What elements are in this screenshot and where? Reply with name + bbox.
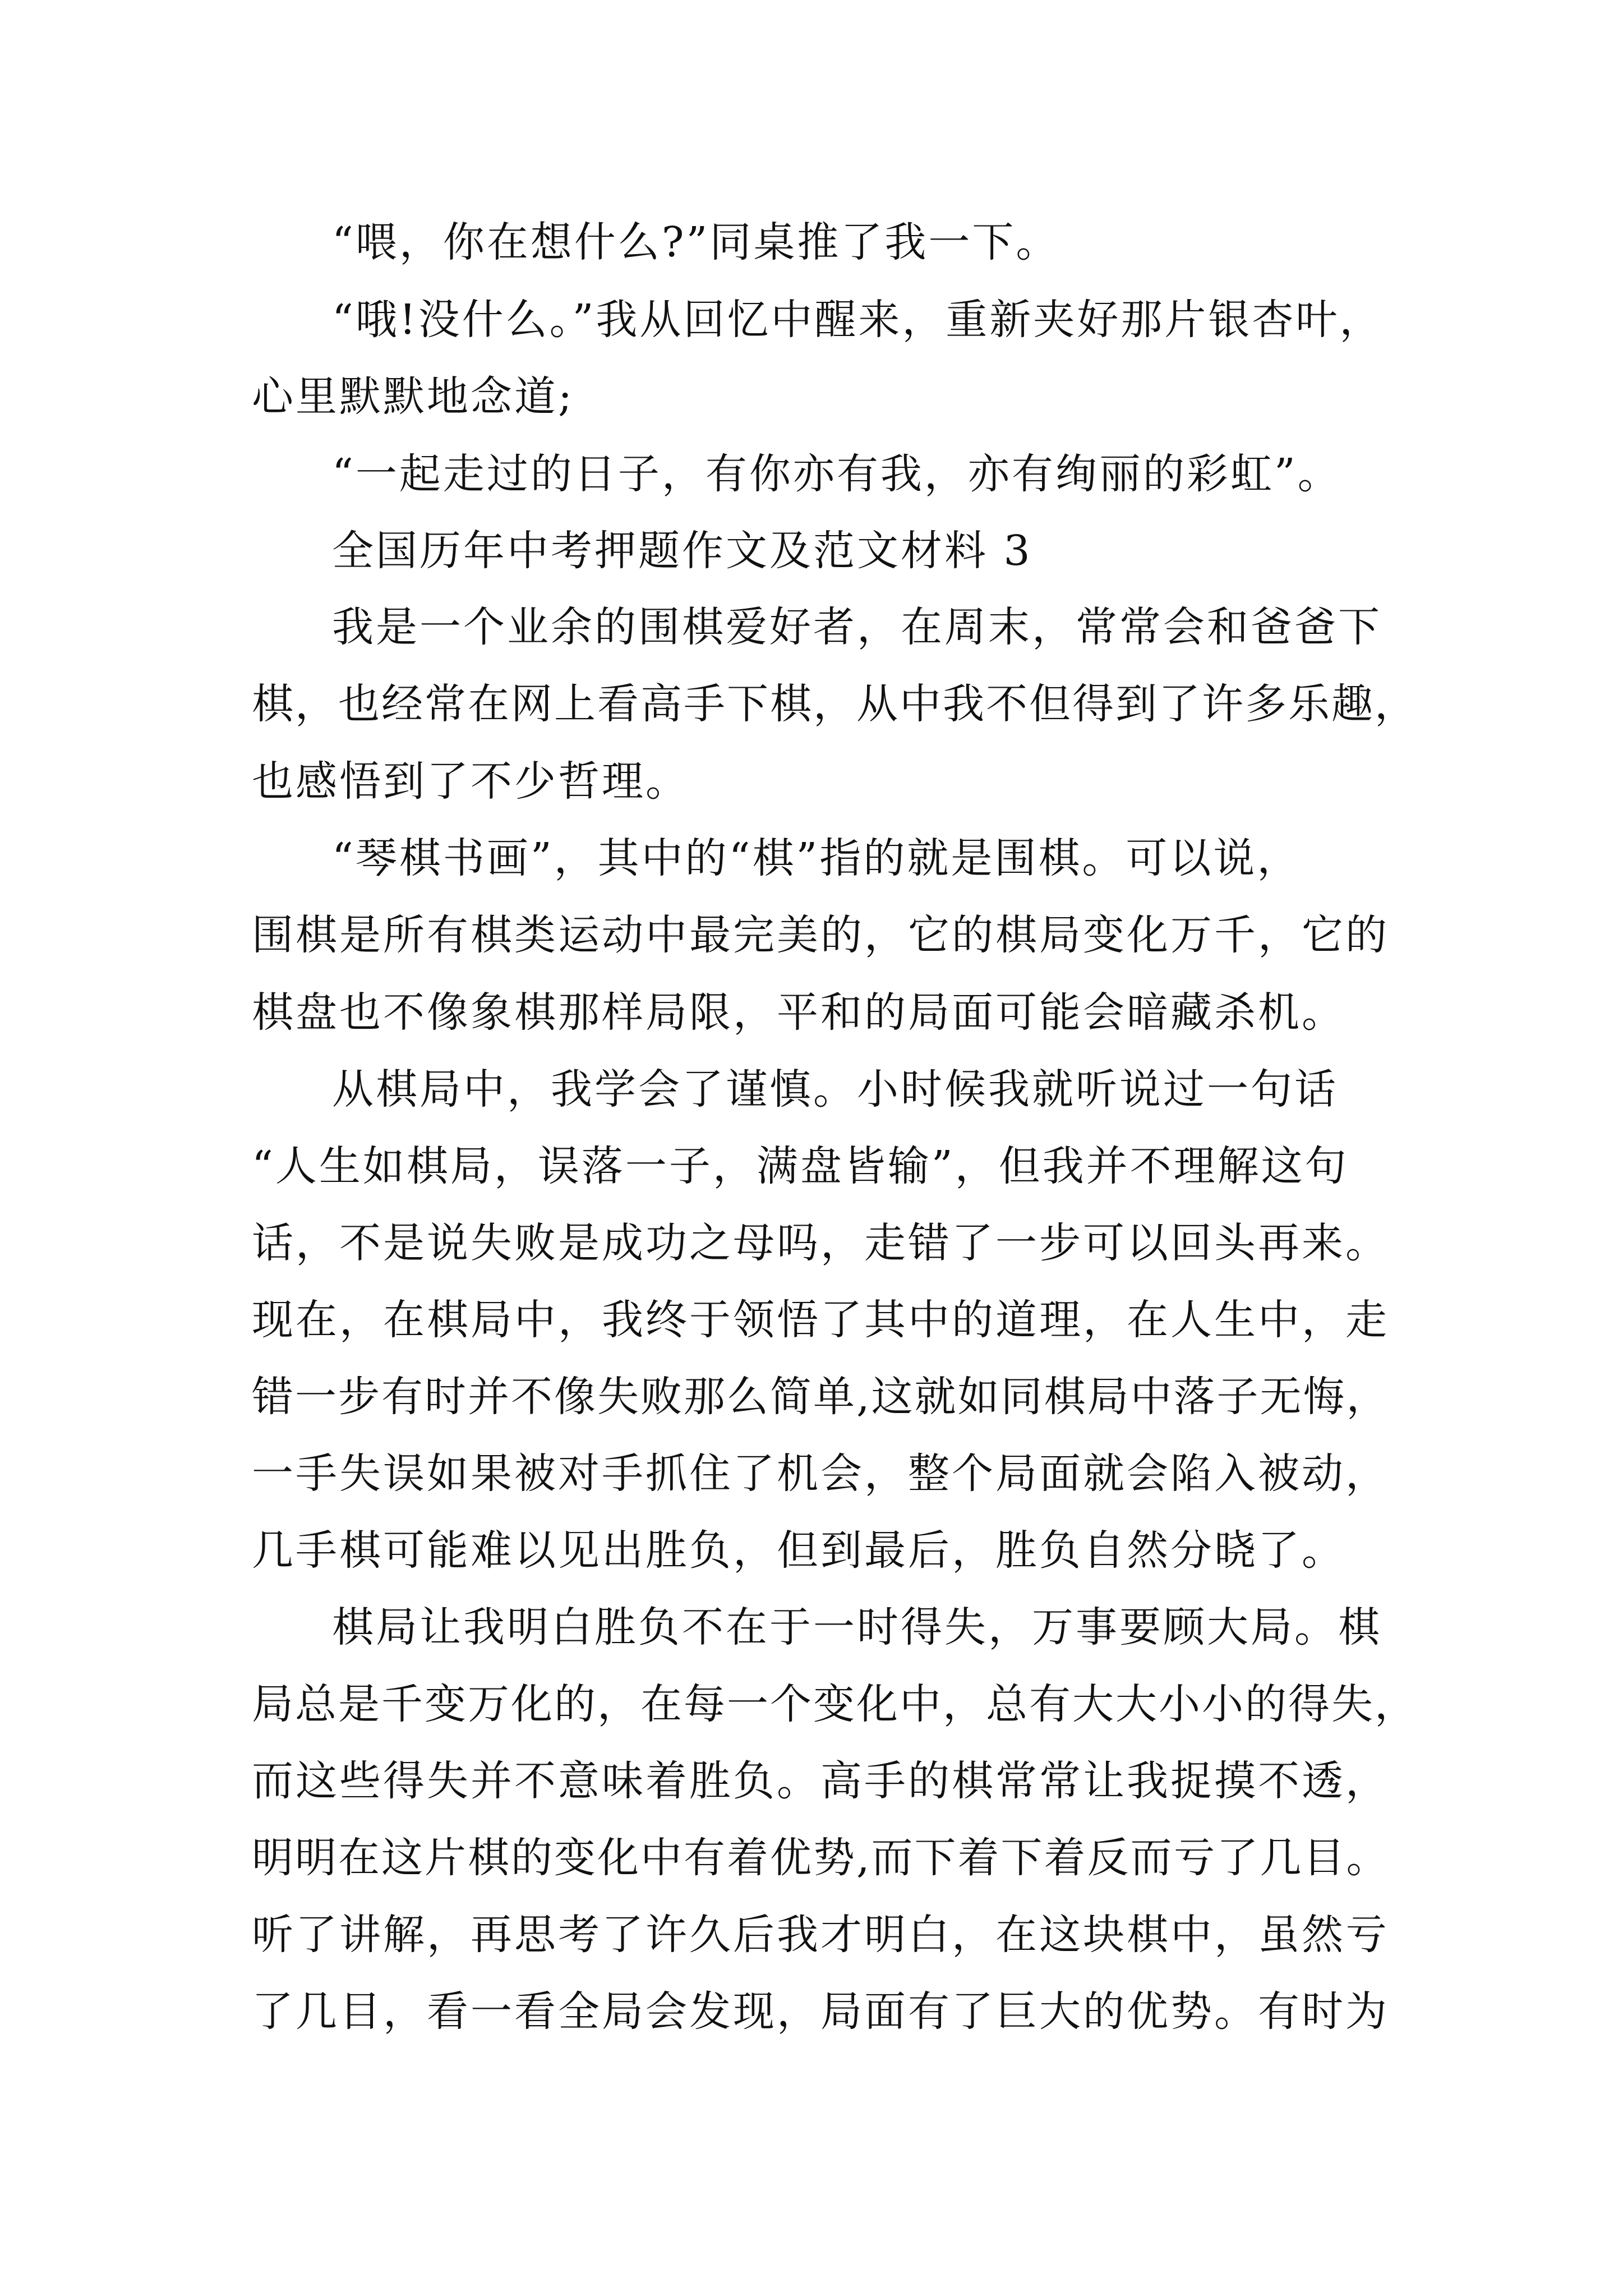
text-line-13: “人生如棋局，误落一子，满盘皆输”，但我并不理解这句 bbox=[252, 1142, 1349, 1190]
text-line-6: 我是一个业余的围棋爱好者，在周末，常常会和爸爸下 bbox=[332, 603, 1382, 651]
text-line-12: 从棋局中，我学会了谨慎。小时候我就听说过一句话 bbox=[332, 1065, 1338, 1114]
text-line-7: 棋，也经常在网上看高手下棋，从中我不但得到了许多乐趣， bbox=[252, 680, 1418, 728]
text-line-11: 棋盘也不像象棋那样局限，平和的局面可能会暗藏杀机。 bbox=[252, 988, 1345, 1037]
text-line-10: 围棋是所有棋类运动中最完美的，它的棋局变化万千，它的 bbox=[252, 911, 1389, 959]
text-line-21: 而这些得失并不意味着胜负。高手的棋常常让我捉摸不透， bbox=[252, 1757, 1389, 1805]
text-line-8: 也感悟到了不少哲理。 bbox=[252, 757, 689, 806]
text-line-14: 话，不是说失败是成功之母吗，走错了一步可以回头再来。 bbox=[252, 1219, 1389, 1267]
text-line-15: 现在，在棋局中，我终于领悟了其中的道理，在人生中，走 bbox=[252, 1296, 1389, 1344]
text-line-19: 棋局让我明白胜负不在于一时得失，万事要顾大局。棋 bbox=[332, 1603, 1382, 1651]
text-line-23: 听了讲解，再思考了许久后我才明白，在这块棋中，虽然亏 bbox=[252, 1911, 1389, 1959]
text-line-22: 明明在这片棋的变化中有着优势,而下着下着反而亏了几目。 bbox=[252, 1834, 1390, 1882]
text-line-1: “喂，你在想什么?”同桌推了我一下。 bbox=[332, 218, 1060, 266]
text-line-9: “琴棋书画”，其中的“棋”指的就是围棋。可以说， bbox=[332, 834, 1301, 882]
text-line-3: 心里默默地念道; bbox=[252, 372, 574, 421]
text-line-20: 局总是千变万化的，在每一个变化中，总有大大小小的得失， bbox=[252, 1680, 1418, 1728]
text-line-4: “一起走过的日子，有你亦有我，亦有绚丽的彩虹”。 bbox=[332, 450, 1341, 498]
text-line-2: “哦!没什么。”我从回忆中醒来，重新夹好那片银杏叶， bbox=[332, 296, 1384, 344]
text-line-16: 错一步有时并不像失败那么简单,这就如同棋局中落子无悔， bbox=[252, 1373, 1390, 1421]
text-line-24: 了几目，看一看全局会发现，局面有了巨大的优势。有时为 bbox=[252, 1987, 1389, 2036]
text-line-18: 几手棋可能难以见出胜负，但到最后，胜负自然分晓了。 bbox=[252, 1526, 1345, 1575]
section-heading: 全国历年中考押题作文及范文材料 3 bbox=[332, 527, 1032, 575]
text-line-17: 一手失误如果被对手抓住了机会，整个局面就会陷入被动， bbox=[252, 1450, 1389, 1498]
